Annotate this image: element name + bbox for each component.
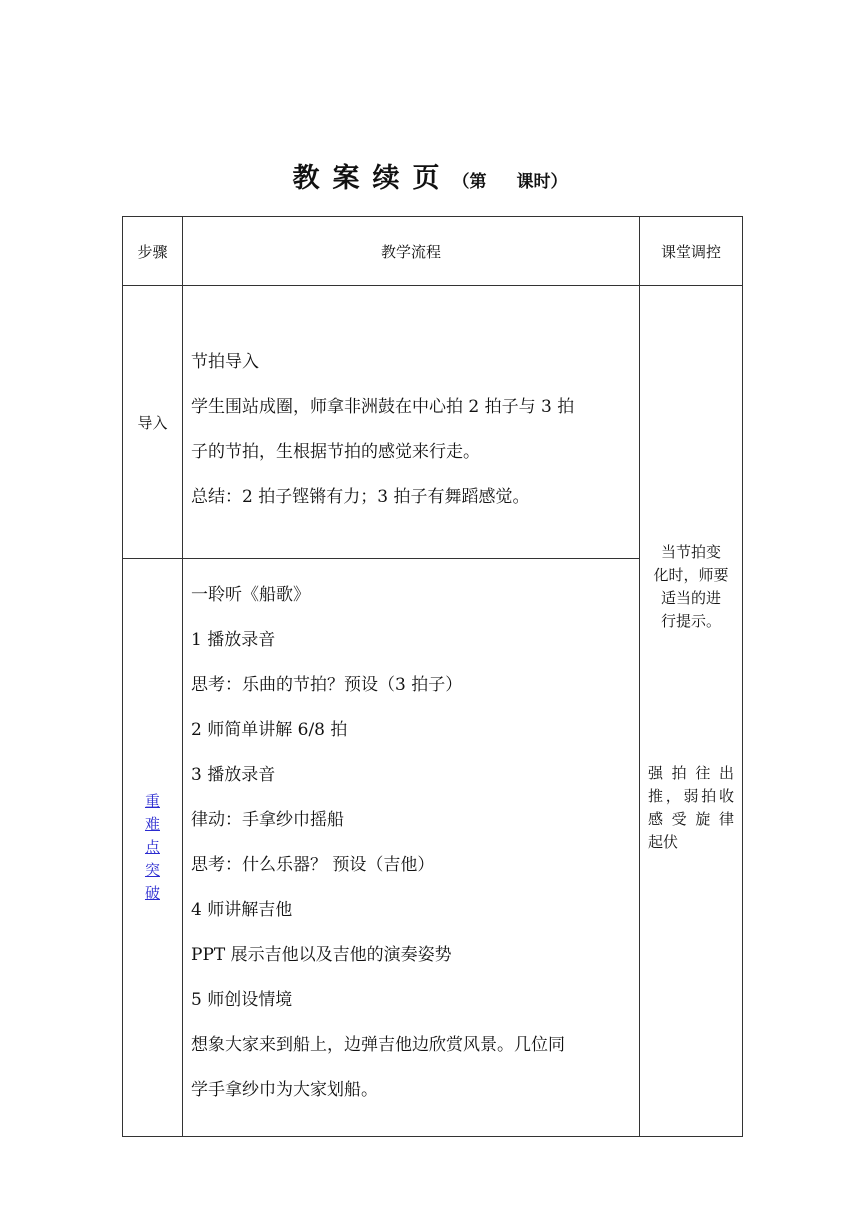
header-control: 课堂调控 <box>640 217 743 286</box>
lesson-plan-table <box>122 216 743 1137</box>
flow-line: 子的节拍，生根据节拍的感觉来行走。 <box>191 442 480 462</box>
control-note-beat-change: 当节拍变 化时，师要 适当的进 行提示。 <box>653 543 729 630</box>
intro-row <box>123 286 743 559</box>
title-lesson-open: （第 <box>452 172 487 192</box>
flow-line: 学生围站成圈，师拿非洲鼓在中心拍 2 拍子与 3 拍 <box>191 397 575 417</box>
flow-line: 思考：乐曲的节拍？预设（3 拍子） <box>191 675 463 695</box>
page-title <box>0 156 860 195</box>
header-row <box>123 217 743 286</box>
key-points-link[interactable]: 重 难 点 突 破 <box>144 792 160 902</box>
flow-line: 3 播放录音 <box>191 765 276 785</box>
control-note-strong-weak-beat: 强拍往出 推，弱拍收 感受旋律 起伏 <box>648 764 734 851</box>
classroom-control-cell <box>640 286 743 1137</box>
flow-line: 2 师简单讲解 6/8 拍 <box>191 720 348 740</box>
flow-line: 5 师创设情境 <box>191 990 293 1010</box>
flow-line: 学手拿纱巾为大家划船。 <box>191 1080 378 1100</box>
flow-line: 1 播放录音 <box>191 630 276 650</box>
title-lesson-close: 课时） <box>516 172 568 192</box>
flow-line: 律动：手拿纱巾摇船 <box>191 810 344 830</box>
header-step: 步骤 <box>123 217 183 286</box>
title-main: 教案续页 <box>292 163 453 194</box>
flow-intro <box>183 286 640 559</box>
flow-line: PPT 展示吉他以及吉他的演奏姿势 <box>191 945 452 965</box>
flow-line: 想象大家来到船上，边弹吉他边欣赏风景。几位同 <box>191 1035 565 1055</box>
step-key-points <box>123 559 183 1137</box>
step-intro: 导入 <box>123 286 183 559</box>
flow-line: 节拍导入 <box>191 352 259 372</box>
flow-line: 一聆听《船歌》 <box>191 585 310 605</box>
flow-key-points <box>183 559 640 1137</box>
flow-line: 总结：2 拍子铿锵有力；3 拍子有舞蹈感觉。 <box>191 487 530 507</box>
flow-line: 4 师讲解吉他 <box>191 900 293 920</box>
header-flow: 教学流程 <box>183 217 640 286</box>
flow-line: 思考：什么乐器？ 预设（吉他） <box>191 855 435 875</box>
